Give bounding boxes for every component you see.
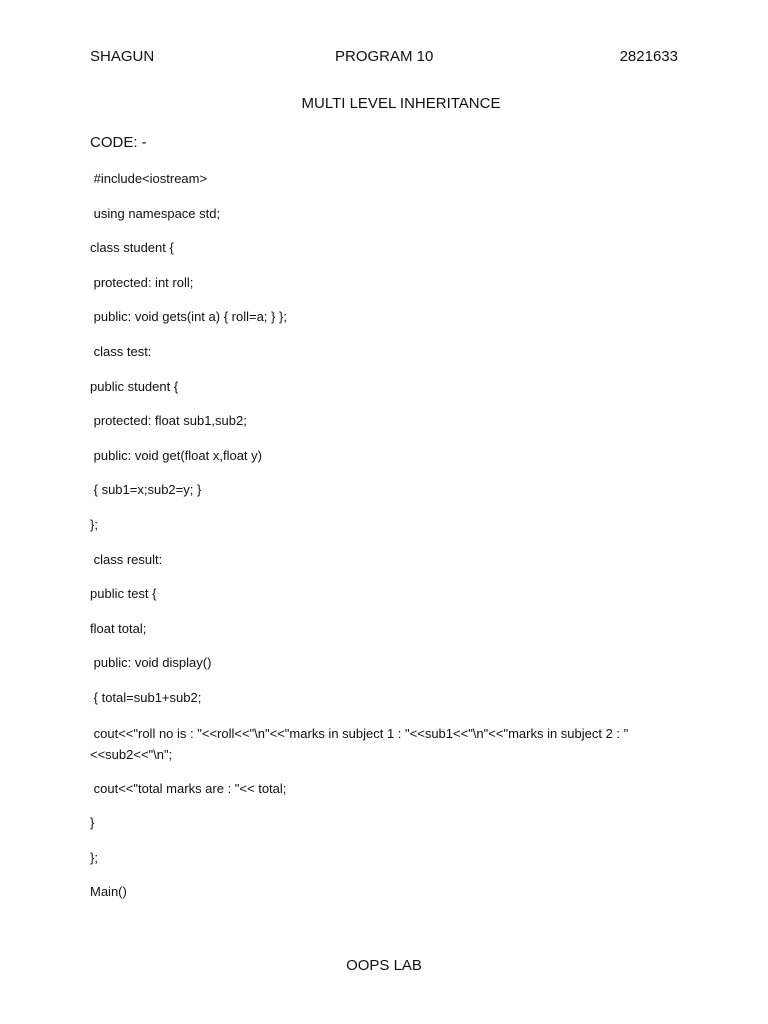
code-line: protected: float sub1,sub2; xyxy=(90,413,247,429)
code-line: public: void display() xyxy=(90,655,212,671)
code-line: }; xyxy=(90,516,98,532)
code-line: class student { xyxy=(90,240,174,256)
page-footer: OOPS LAB xyxy=(346,957,422,974)
code-line: public: void get(float x,float y) xyxy=(90,447,262,463)
code-line: { total=sub1+sub2; xyxy=(90,689,202,705)
code-line: Main() xyxy=(90,884,127,900)
code-line: public student { xyxy=(90,378,179,394)
code-line: cout<<"total marks are : "<< total; xyxy=(90,780,287,796)
code-line: float total; xyxy=(90,620,147,636)
code-line: using namespace std; xyxy=(90,205,221,221)
code-label: CODE: - xyxy=(90,134,147,151)
header-program-number: PROGRAM 10 xyxy=(335,48,434,65)
document-title: MULTI LEVEL INHERITANCE xyxy=(301,95,501,112)
header-roll-number: 2821633 xyxy=(619,48,678,65)
code-block xyxy=(90,169,680,917)
code-line: } xyxy=(90,815,95,831)
code-line: { sub1=x;sub2=y; } xyxy=(90,482,202,498)
code-line: }; xyxy=(90,849,98,865)
code-line: class test: xyxy=(90,343,152,359)
header-student-name: SHAGUN xyxy=(90,48,155,65)
code-line: public: void gets(int a) { roll=a; } }; xyxy=(90,309,287,325)
code-line: cout<<"roll no is : "<<roll<<"\n"<<"marks in subject 1 : "<<sub1<<"\n"<<"marks in subject 2 : "<<sub2<<"\n"; xyxy=(90,725,629,762)
code-line: public test { xyxy=(90,586,157,602)
page-header xyxy=(90,48,678,70)
code-line: class result: xyxy=(90,551,163,567)
code-line: protected: int roll; xyxy=(90,274,194,290)
code-line: #include<iostream> xyxy=(90,171,208,186)
